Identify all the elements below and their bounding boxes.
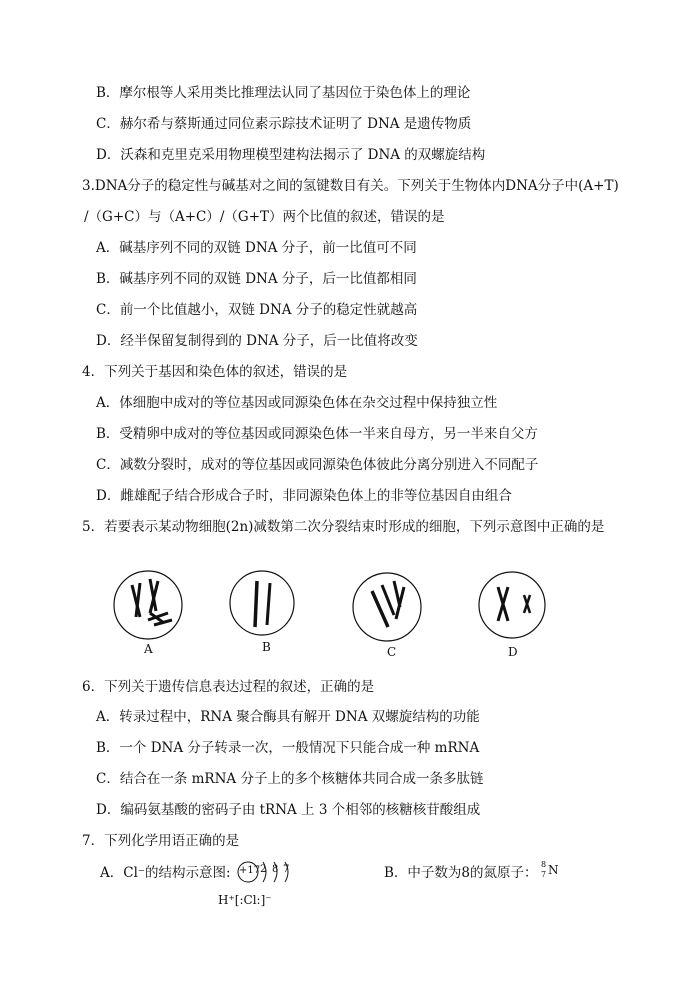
q6-stem: 6．下列关于遗传信息表达过程的叙述，正确的是	[82, 679, 375, 695]
q4-option-c: C．减数分裂时，成对的等位基因或同源染色体彼此分离分别进入不同配子	[96, 457, 539, 473]
cell-d	[479, 572, 545, 638]
cell-label-d: D	[508, 645, 518, 659]
nitrogen-isotope-notation	[541, 860, 565, 886]
cell-label-c: C	[387, 645, 397, 659]
cell-b	[230, 571, 294, 635]
q3-option-b: B．碱基序列不同的双链 DNA 分子，后一比值都相同	[96, 271, 417, 287]
q7-option-b-text: B．中子数为8的氮原子：	[384, 865, 538, 881]
q2-option-d: D．沃森和克里克采用物理模型建构法揭示了 DNA 的双螺旋结构	[96, 147, 486, 163]
cell-a	[114, 571, 182, 639]
q3-option-a: A．碱基序列不同的双链 DNA 分子，前一比值可不同	[96, 240, 417, 256]
q6-option-a: A．转录过程中，RNA 聚合酶具有解开 DNA 双螺旋结构的功能	[96, 709, 480, 725]
q6-option-c: C．结合在一条 mRNA 分子上的多个核糖体共同合成一条多肽链	[96, 771, 484, 787]
q4-option-b: B．受精卵中成对的等位基因或同源染色体一半来自母方，另一半来自父方	[96, 426, 538, 442]
q3-stem-line2: /（G+C）与（A+C）/（G+T）两个比值的叙述，错误的是	[84, 209, 445, 225]
q6-option-b: B．一个 DNA 分子转录一次，一般情况下只能合成一种 mRNA	[96, 740, 480, 756]
q4-option-a: A．体细胞中成对的等位基因或同源染色体在杂交过程中保持独立性	[96, 395, 498, 411]
hcl-electron-formula: H⁺[:Cl:]⁻	[218, 893, 272, 907]
q6-option-d: D．编码氨基酸的密码子由 tRNA 上 3 个相邻的核糖核苷酸组成	[96, 802, 481, 818]
q3-option-c: C．前一个比值越小，双链 DNA 分子的稳定性就越高	[96, 302, 418, 318]
q5-stem: 5．若要表示某动物细胞(2n)减数第二次分裂结束时形成的细胞，下列示意图中正确的是	[82, 519, 605, 535]
q5-cell-diagrams	[110, 565, 570, 660]
cell-c	[353, 573, 421, 641]
nucleus-charge: +17	[239, 865, 261, 876]
q7-option-a-prefix: A．Cl⁻的结构示意图:	[100, 865, 231, 881]
mass-number: 8	[541, 860, 547, 869]
shell-2: 8	[272, 864, 279, 875]
element-symbol: N	[548, 863, 559, 877]
cell-label-a: A	[144, 642, 153, 656]
q4-stem: 4．下列关于基因和染色体的叙述，错误的是	[82, 364, 348, 380]
cell-label-b: B	[262, 640, 271, 654]
cl-ion-structure-diagram	[236, 858, 296, 888]
atomic-number: 7	[541, 870, 547, 879]
q3-stem-line1: 3.DNA分子的稳定性与碱基对之间的氢键数目有关。下列关于生物体内DNA分子中(A+T)	[82, 178, 619, 194]
q7-stem: 7．下列化学用语正确的是	[82, 833, 240, 849]
q3-option-d: D．经半保留复制得到的 DNA 分子，后一比值将改变	[96, 333, 418, 349]
shell-3: 7	[283, 864, 290, 875]
q2-option-c: C．赫尔希与蔡斯通过同位素示踪技术证明了 DNA 是遗传物质	[96, 116, 472, 132]
q2-option-b: B．摩尔根等人采用类比推理法认同了基因位于染色体上的理论	[96, 85, 471, 101]
shell-1: 2	[260, 864, 267, 875]
q4-option-d: D．雌雄配子结合形成合子时，非同源染色体上的非等位基因自由组合	[96, 488, 512, 504]
